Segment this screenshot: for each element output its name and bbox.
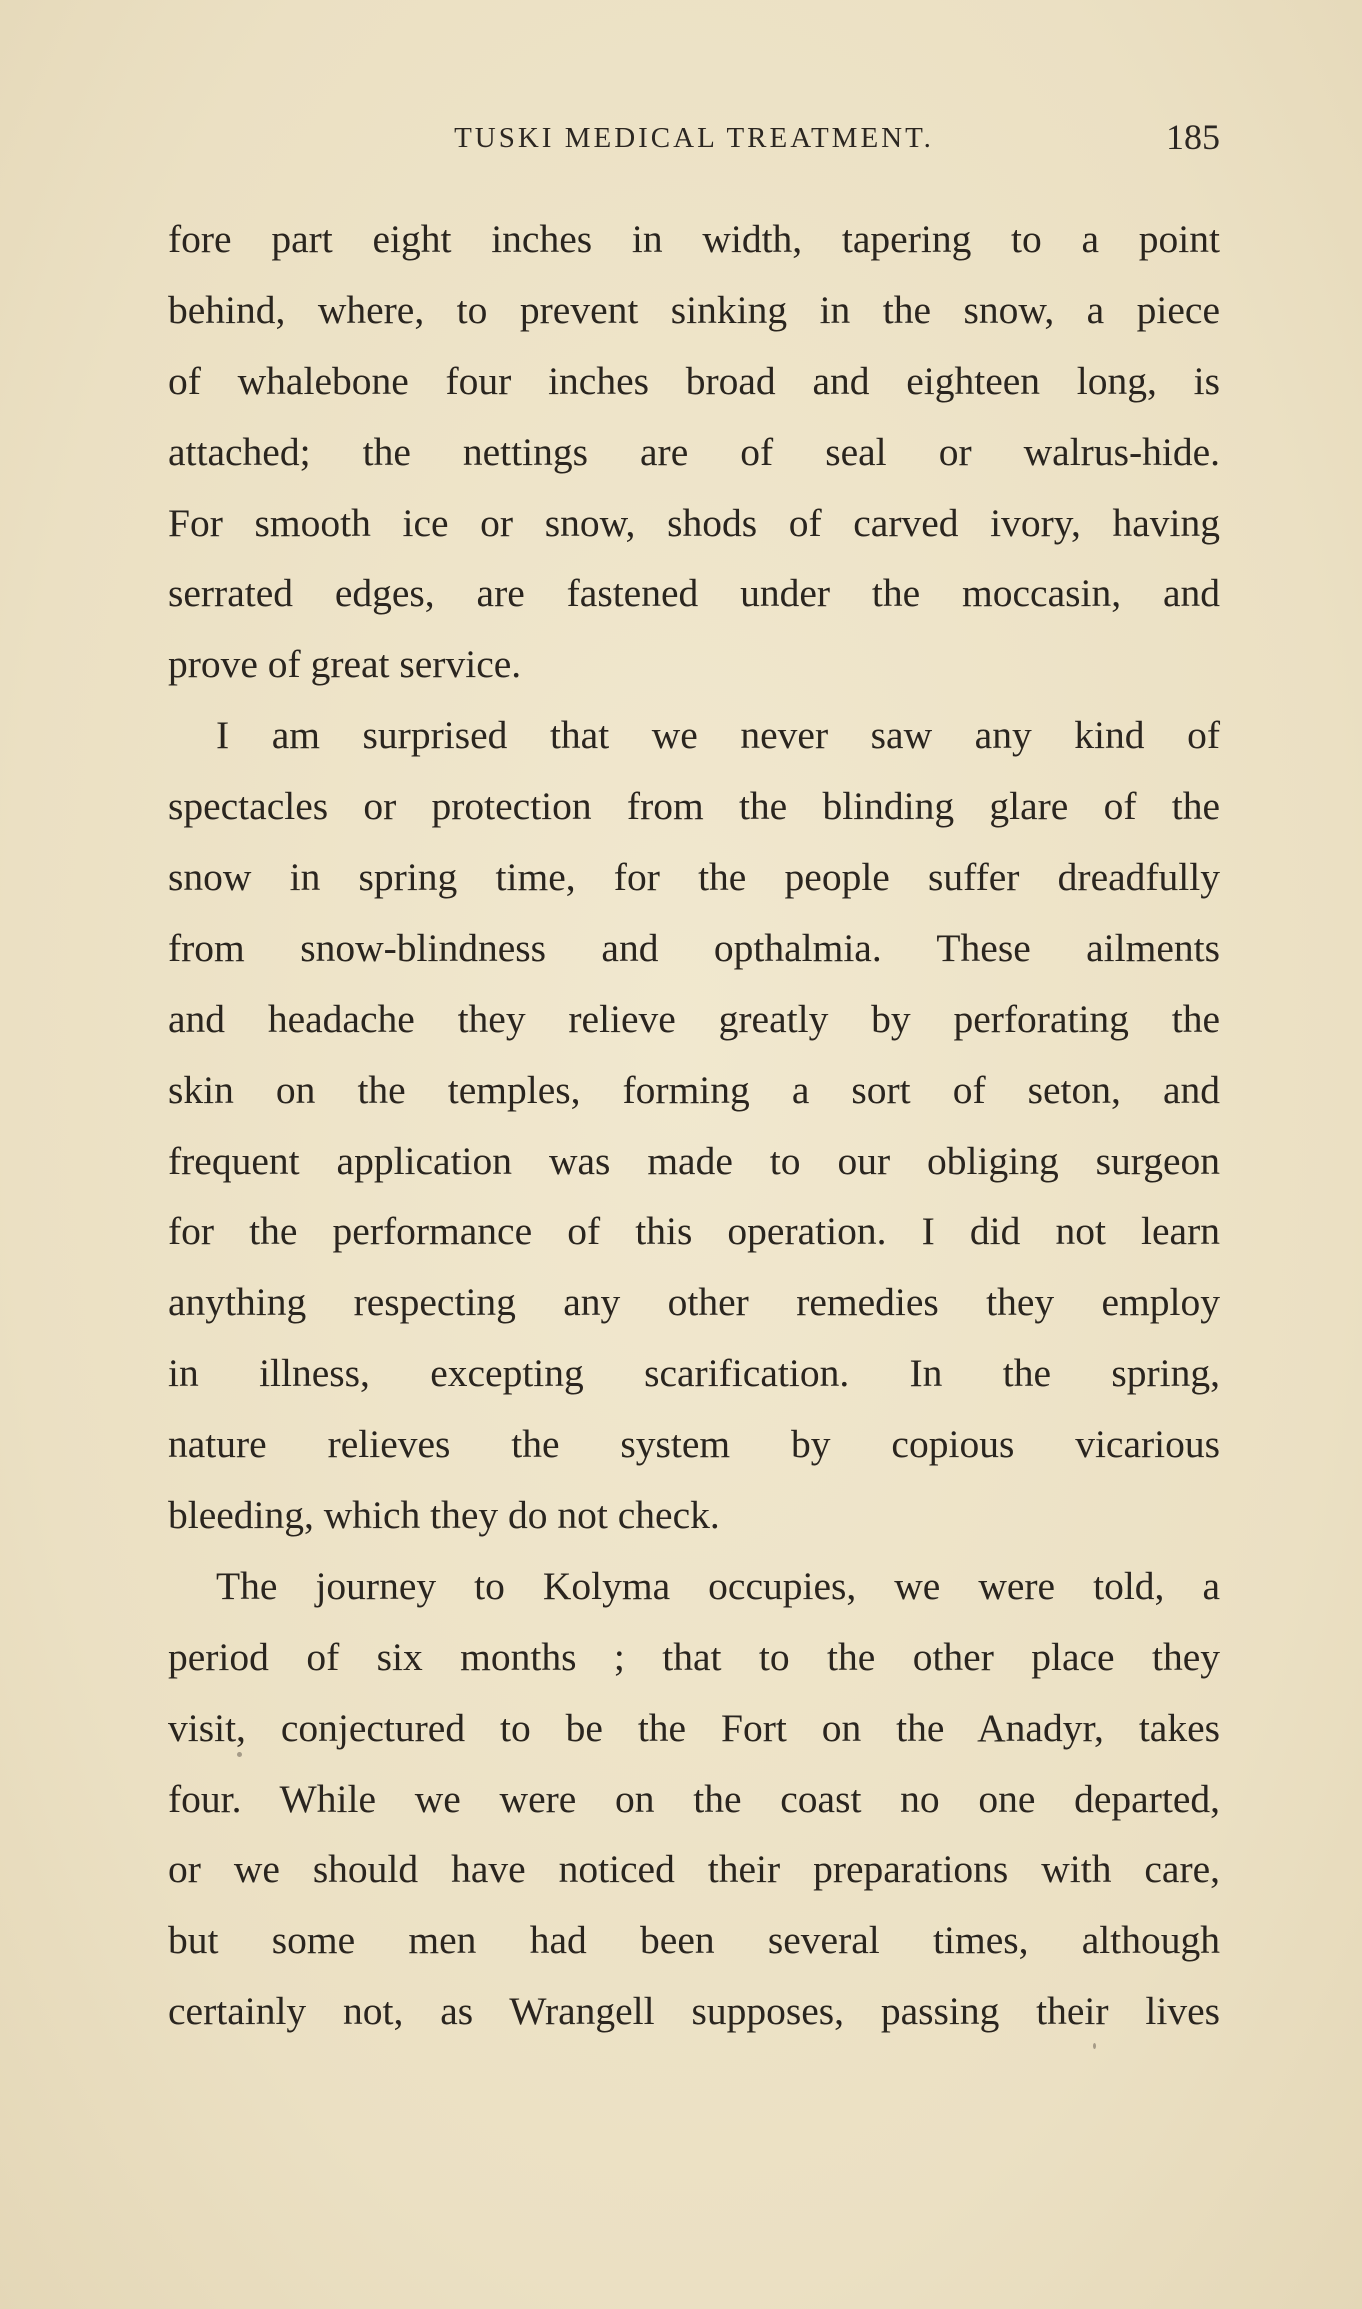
text-line: from snow-blindness and opthalmia. These ailments [168,925,1220,970]
text-line: prove of great service. [168,642,522,687]
paragraph-1 [168,204,1220,700]
text-line: but some men had been several times, although [168,1918,1220,1963]
text-line: spectacles or protection from the blinding glare of the [168,784,1220,829]
page-header [168,116,1220,164]
text-line: bleeding, which they do not check. [168,1493,720,1538]
text-line: of whalebone four inches broad and eighteen long, is [168,358,1220,403]
text-line: four. While we were on the coast no one departed, [168,1776,1220,1821]
running-title: TUSKI MEDICAL TREATMENT. [454,122,934,154]
text-line: period of six months ; that to the other place they [168,1634,1220,1679]
text-line: For smooth ice or snow, shods of carved ivory, having [168,500,1220,545]
text-line: I am surprised that we never saw any kind of [216,713,1220,758]
text-line: nature relieves the system by copious vicarious [168,1422,1220,1467]
text-line: The journey to Kolyma occupies, we were told, a [216,1563,1220,1608]
text-line: snow in spring time, for the people suffer dreadfully [168,855,1220,900]
paragraph-2 [168,700,1220,1551]
text-line: serrated edges, are fastened under the moccasin, and [168,571,1220,616]
paragraph-3 [168,1551,1220,2047]
text-line: in illness, excepting scarification. In the spring, [168,1351,1220,1396]
text-line: anything respecting any other remedies they employ [168,1280,1220,1325]
text-line: attached; the nettings are of seal or walrus-hide. [168,429,1220,474]
text-line: or we should have noticed their preparations with care, [168,1847,1220,1892]
text-line: and headache they relieve greatly by perforating the [168,996,1220,1041]
text-line: visit, conjectured to be the Fort on the Anadyr, takes [168,1705,1220,1750]
text-line: behind, where, to prevent sinking in the snow, a piece [168,287,1220,332]
text-line: fore part eight inches in width, tapering to a point [168,217,1220,261]
page-number: 185 [1166,117,1220,157]
text-line: frequent application was made to our obliging surgeon [168,1138,1220,1183]
text-line: for the performance of this operation. I did not learn [168,1209,1220,1254]
body-text [168,204,1220,2047]
text-line: certainly not, as Wrangell supposes, passing their lives [168,1989,1220,2034]
paper-speck [1093,2043,1096,2049]
text-line: skin on the temples, forming a sort of seton, and [168,1067,1220,1112]
paper-speck [237,1752,242,1757]
